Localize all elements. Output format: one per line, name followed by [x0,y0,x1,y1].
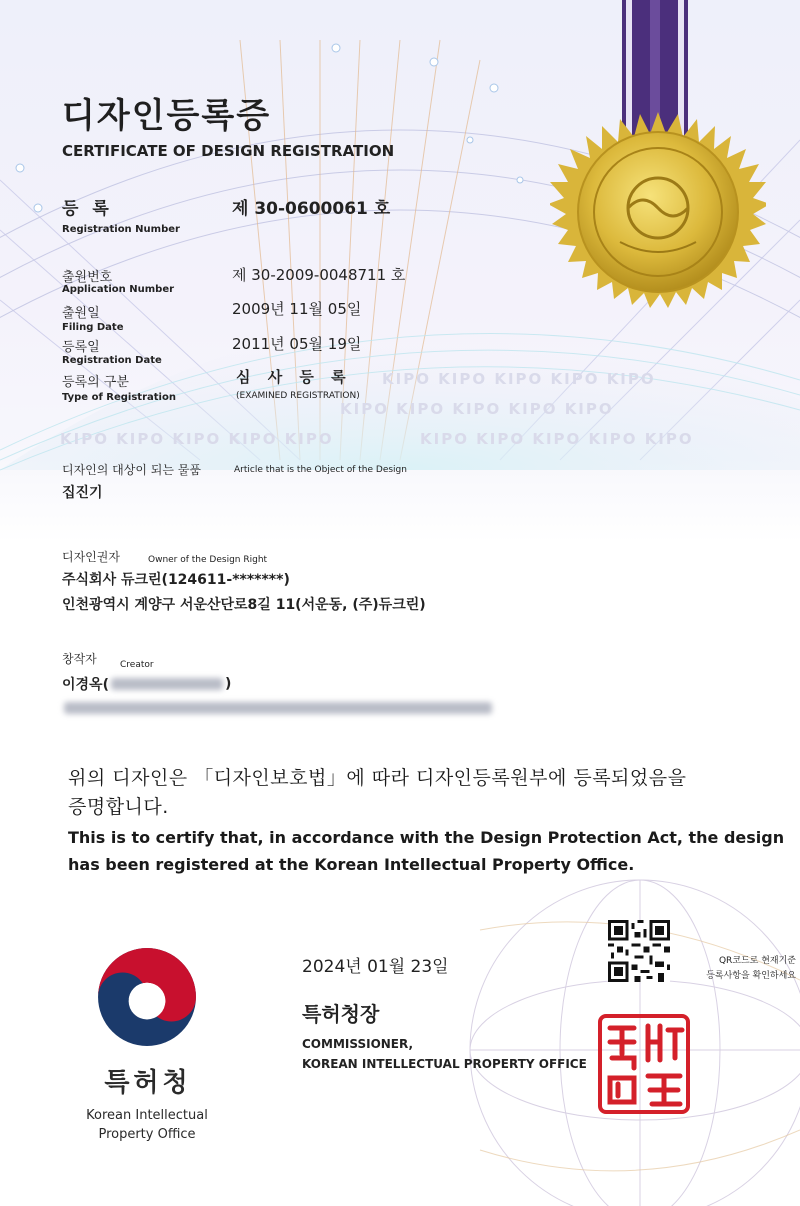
registration-date-value: 2011년 05월 19일 [232,335,362,353]
redacted-address-block [64,702,492,714]
registration-number-label-ko: 등 록 [62,199,113,219]
registration-number-label-en: Registration Number [62,224,180,235]
registration-date-label-en: Registration Date [62,355,162,366]
filing-date-label-en: Filing Date [62,322,124,333]
registration-type-label-en: Type of Registration [62,392,176,403]
article-label-en: Article that is the Object of the Design [234,465,407,475]
owner-address: 인천광역시 계양구 서운산단로8길 11(서운동, (주)듀크린) [62,597,426,613]
registration-date-label-ko: 등록일 [62,340,100,355]
gold-seal-medallion [550,112,766,328]
application-number-label-en: Application Number [62,284,175,295]
commissioner-en-line-2: KOREAN INTELLECTUAL PROPERTY OFFICE [302,1057,587,1071]
kipo-watermark-row: KIPO KIPO KIPO KIPO KIPO [382,370,656,388]
certificate-title-en: CERTIFICATE OF DESIGN REGISTRATION [62,142,395,160]
commissioner-title-en [302,1034,587,1074]
filing-date-label-ko: 출원일 [62,306,100,321]
qr-instruction [676,954,796,984]
article-label-ko: 디자인의 대상이 되는 물품 [62,463,201,477]
statement-ko-line-2: 증명합니다. [68,796,169,818]
kipo-name-en-line-1: Korean Intellectual [86,1108,208,1123]
kipo-watermark-row: KIPO KIPO KIPO KIPO KIPO [420,430,694,448]
issue-date: 2024년 01월 23일 [302,957,449,977]
creator-name-row [62,674,231,694]
owner-label-ko: 디자인권자 [62,550,120,564]
statement-en-line-1: This is to certify that, in accordance with the Design Protection Act, the design [68,828,785,847]
certification-statement-ko [68,764,768,822]
qr-instruction-line-2: 등록사항을 확인하세요 [706,971,796,981]
kipo-watermark-row: KIPO KIPO KIPO KIPO KIPO [60,430,334,448]
registration-type-value-en: (EXAMINED REGISTRATION) [236,391,360,401]
kipo-taegeuk-logo [96,946,198,1048]
creator-label-ko: 창작자 [62,652,97,666]
official-red-seal [598,1014,690,1114]
registration-type-value-ko: 심 사 등 록 [236,368,352,386]
statement-en-line-2: has been registered at the Korean Intellectual Property Office. [68,855,635,874]
kipo-watermark-row: KIPO KIPO KIPO KIPO KIPO [340,400,614,418]
article-value: 집진기 [62,485,103,501]
commissioner-title-ko: 특허청장 [302,1002,380,1026]
kipo-name-en [60,1106,234,1144]
qr-code[interactable] [608,920,670,982]
creator-name-prefix: 이경옥( [62,677,109,693]
commissioner-en-line-1: COMMISSIONER, [302,1037,414,1051]
qr-instruction-line-1: QR코드로 현재기준 [718,956,796,966]
certificate-title-ko: 디자인등록증 [62,96,272,136]
filing-date-value: 2009년 11월 05일 [232,300,362,318]
registration-type-label-ko: 등록의 구분 [62,375,129,390]
creator-label-en: Creator [120,660,154,670]
statement-ko-line-1: 위의 디자인은 「디자인보호법」에 따라 디자인등록원부에 등록되었음을 [68,767,687,789]
registration-number-value: 제 30-0600061 호 [232,199,391,219]
kipo-name-ko: 특허청 [104,1068,192,1098]
redacted-block [111,678,223,690]
certification-statement-en [68,824,788,878]
kipo-name-en-line-2: Property Office [98,1127,196,1142]
application-number-label-ko: 출원번호 [62,270,113,285]
creator-name-suffix: ) [224,676,232,692]
application-number-value: 제 30-2009-0048711 호 [232,266,406,284]
owner-label-en: Owner of the Design Right [148,555,268,565]
owner-name: 주식회사 듀크린(124611-*******) [62,572,290,588]
